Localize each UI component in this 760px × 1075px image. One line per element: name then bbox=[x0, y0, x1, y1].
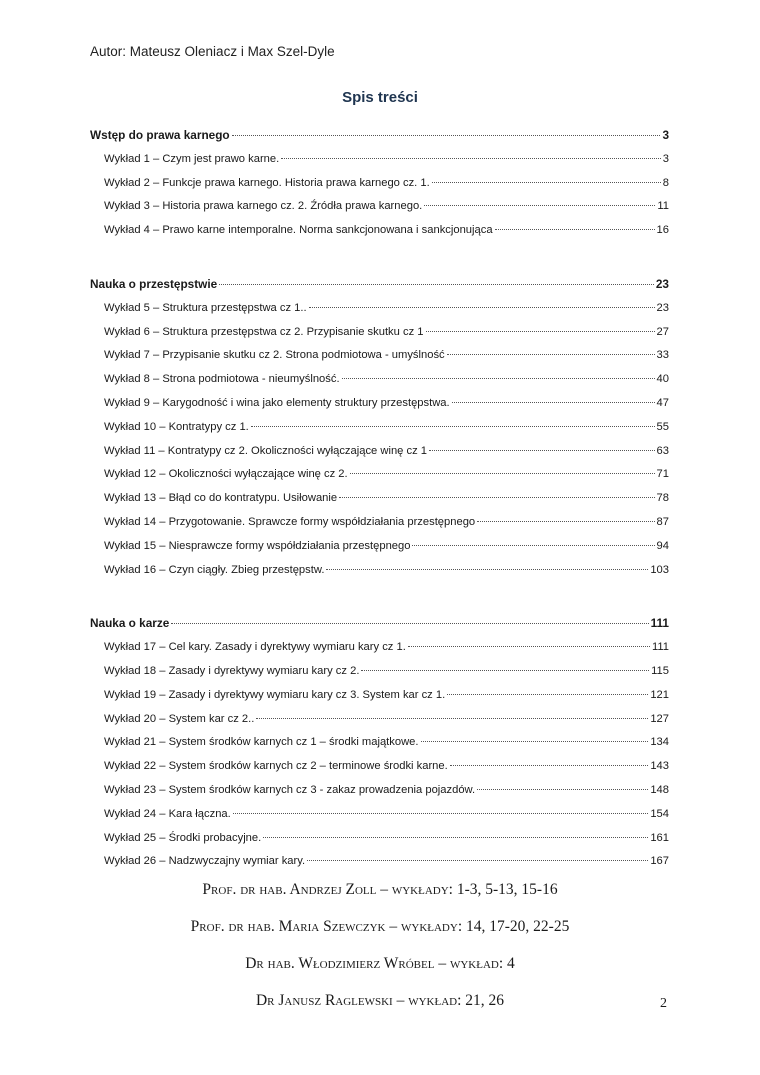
toc-lecture-entry-page: 115 bbox=[651, 664, 669, 677]
dot-leader bbox=[219, 284, 654, 285]
toc-lecture-entry[interactable] bbox=[90, 344, 669, 368]
toc-lecture-entry-label: Wykład 16 – Czyn ciągły. Zbieg przestępstw. bbox=[104, 563, 325, 576]
toc-lecture-entry[interactable] bbox=[90, 148, 669, 172]
toc-lecture-entry-label: Wykład 22 – System środków karnych cz 2 – terminowe środki karne. bbox=[104, 760, 448, 773]
toc-lecture-entry-label: Wykład 23 – System środków karnych cz 3 - zakaz prowadzenia pojazdów. bbox=[104, 783, 476, 796]
dot-leader bbox=[477, 521, 654, 522]
toc-lecture-entry[interactable] bbox=[90, 297, 669, 321]
toc-section-heading-page: 111 bbox=[650, 616, 669, 631]
toc-lecture-entry-label: Wykład 3 – Historia prawa karnego cz. 2. Źródła prawa karnego. bbox=[104, 200, 423, 213]
toc-lecture-entry[interactable] bbox=[90, 708, 669, 732]
toc-lecture-entry-page: 127 bbox=[650, 712, 669, 725]
toc-section-heading-label: Nauka o przestępstwie bbox=[90, 276, 218, 291]
toc-lecture-entry-page: 121 bbox=[650, 688, 669, 701]
dot-leader bbox=[447, 694, 648, 695]
dot-leader bbox=[263, 837, 648, 838]
toc-lecture-entry-page: 111 bbox=[651, 641, 669, 654]
toc-lecture-entry[interactable] bbox=[90, 321, 669, 345]
dot-leader bbox=[477, 789, 648, 790]
dot-leader bbox=[326, 569, 648, 570]
toc-lecture-entry-page: 55 bbox=[656, 420, 669, 433]
toc-section bbox=[90, 124, 669, 243]
toc-section-heading[interactable] bbox=[90, 612, 669, 636]
toc-lecture-entry[interactable] bbox=[90, 755, 669, 779]
toc-lecture-entry-label: Wykład 5 – Struktura przestępstwa cz 1.. bbox=[104, 301, 307, 314]
toc-lecture-entry-page: 16 bbox=[656, 224, 669, 237]
toc-lecture-entry-label: Wykład 12 – Okoliczności wyłączające winę cz 2. bbox=[104, 468, 348, 481]
table-of-contents bbox=[90, 124, 669, 904]
toc-lecture-entry-page: 161 bbox=[650, 831, 669, 844]
toc-lecture-entry[interactable] bbox=[90, 803, 669, 827]
toc-section-heading[interactable] bbox=[90, 124, 669, 148]
toc-lecture-entry[interactable] bbox=[90, 636, 669, 660]
document-author: Autor: Mateusz Oleniacz i Max Szel-Dyle bbox=[90, 44, 335, 59]
toc-lecture-entry-label: Wykład 18 – Zasady i dyrektywy wymiaru kary cz 2. bbox=[104, 664, 360, 677]
toc-title: Spis treści bbox=[342, 89, 418, 106]
dot-leader bbox=[361, 670, 649, 671]
toc-lecture-entry-page: 167 bbox=[650, 855, 669, 868]
toc-lecture-entry-page: 11 bbox=[657, 200, 669, 213]
dot-leader bbox=[350, 473, 655, 474]
toc-lecture-entry-label: Wykład 25 – Środki probacyjne. bbox=[104, 831, 262, 844]
dot-leader bbox=[447, 354, 655, 355]
lecturer-credit: Dr Janusz Raglewski – wykład: 21, 26 bbox=[255, 992, 505, 1009]
toc-lecture-entry-page: 23 bbox=[656, 301, 669, 314]
toc-lecture-entry[interactable] bbox=[90, 172, 669, 196]
dot-leader bbox=[281, 158, 661, 159]
toc-lecture-entry[interactable] bbox=[90, 731, 669, 755]
toc-lecture-entry-label: Wykład 15 – Niesprawcze formy współdziałania przestępnego bbox=[104, 539, 411, 552]
toc-lecture-entry-label: Wykład 4 – Prawo karne intemporalne. Norma sankcjonowana i sankcjonująca bbox=[104, 224, 493, 237]
lecturer-credit: Dr hab. Włodzimierz Wróbel – wykład: 4 bbox=[245, 955, 515, 972]
toc-lecture-entry[interactable] bbox=[90, 440, 669, 464]
toc-lecture-entry-label: Wykład 13 – Błąd co do kontratypu. Usiłowanie bbox=[104, 492, 338, 505]
dot-leader bbox=[495, 229, 655, 230]
page-number: 2 bbox=[660, 996, 667, 1011]
toc-lecture-entry-page: 134 bbox=[650, 736, 669, 749]
toc-lecture-entry-label: Wykład 19 – Zasady i dyrektywy wymiaru kary cz 3. System kar cz 1. bbox=[104, 688, 446, 701]
dot-leader bbox=[233, 813, 649, 814]
toc-lecture-entry-page: 8 bbox=[662, 176, 669, 189]
lecturer-credit: Prof. dr hab. Andrzej Zoll – wykłady: 1-3, 5-13, 15-16 bbox=[202, 881, 558, 898]
toc-lecture-entry-page: 94 bbox=[656, 539, 669, 552]
dot-leader bbox=[232, 135, 661, 136]
dot-leader bbox=[339, 497, 654, 498]
dot-leader bbox=[450, 765, 649, 766]
toc-lecture-entry[interactable] bbox=[90, 219, 669, 243]
toc-section-heading-label: Nauka o karze bbox=[90, 616, 170, 631]
toc-lecture-entry-page: 27 bbox=[656, 325, 669, 338]
toc-lecture-entry-page: 78 bbox=[656, 492, 669, 505]
toc-lecture-entry-page: 154 bbox=[650, 807, 669, 820]
toc-lecture-entry[interactable] bbox=[90, 535, 669, 559]
toc-lecture-entry[interactable] bbox=[90, 511, 669, 535]
toc-lecture-entry-label: Wykład 6 – Struktura przestępstwa cz 2. Przypisanie skutku cz 1 bbox=[104, 325, 424, 338]
toc-lecture-entry[interactable] bbox=[90, 195, 669, 219]
toc-lecture-entry[interactable] bbox=[90, 463, 669, 487]
toc-section-heading[interactable] bbox=[90, 273, 669, 297]
toc-lecture-entry-page: 63 bbox=[656, 444, 669, 457]
dot-leader bbox=[251, 426, 655, 427]
toc-lecture-entry[interactable] bbox=[90, 684, 669, 708]
toc-lecture-entry-label: Wykład 9 – Karygodność i wina jako elementy struktury przestępstwa. bbox=[104, 396, 450, 409]
toc-lecture-entry[interactable] bbox=[90, 660, 669, 684]
toc-lecture-entry[interactable] bbox=[90, 559, 669, 583]
toc-lecture-entry[interactable] bbox=[90, 850, 669, 874]
toc-lecture-entry-page: 71 bbox=[656, 468, 669, 481]
toc-lecture-entry-label: Wykład 24 – Kara łączna. bbox=[104, 807, 231, 820]
toc-lecture-entry[interactable] bbox=[90, 487, 669, 511]
toc-section-heading-label: Wstęp do prawa karnego bbox=[90, 128, 230, 142]
toc-lecture-entry-label: Wykład 20 – System kar cz 2.. bbox=[104, 712, 255, 725]
toc-lecture-entry-label: Wykład 21 – System środków karnych cz 1 – środki majątkowe. bbox=[104, 736, 419, 749]
toc-lecture-entry[interactable] bbox=[90, 416, 669, 440]
toc-lecture-entry-label: Wykład 8 – Strona podmiotowa - nieumyślność. bbox=[104, 373, 340, 386]
toc-lecture-entry-page: 40 bbox=[656, 373, 669, 386]
toc-section-heading-page: 23 bbox=[655, 276, 669, 291]
toc-lecture-entry-label: Wykład 11 – Kontratypy cz 2. Okoliczności wyłączające winę cz 1 bbox=[104, 444, 428, 457]
dot-leader bbox=[432, 182, 661, 183]
toc-lecture-entry-page: 47 bbox=[656, 396, 669, 409]
toc-lecture-entry-label: Wykład 2 – Funkcje prawa karnego. Historia prawa karnego cz. 1. bbox=[104, 176, 430, 189]
toc-lecture-entry-page: 33 bbox=[656, 349, 669, 362]
dot-leader bbox=[452, 402, 655, 403]
lecturer-credit: Prof. dr hab. Maria Szewczyk – wykłady: 14, 17-20, 22-25 bbox=[190, 918, 570, 935]
toc-lecture-entry-page: 143 bbox=[650, 760, 669, 773]
lecturer-credits bbox=[0, 878, 760, 1026]
toc-lecture-entry[interactable] bbox=[90, 827, 669, 851]
toc-section-heading-page: 3 bbox=[662, 128, 669, 142]
dot-leader bbox=[256, 718, 648, 719]
dot-leader bbox=[429, 450, 655, 451]
dot-leader bbox=[421, 741, 649, 742]
dot-leader bbox=[424, 205, 655, 206]
dot-leader bbox=[309, 307, 655, 308]
toc-lecture-entry-page: 148 bbox=[650, 783, 669, 796]
toc-section bbox=[90, 612, 669, 874]
toc-lecture-entry[interactable] bbox=[90, 779, 669, 803]
toc-lecture-entry-page: 87 bbox=[656, 515, 669, 528]
dot-leader bbox=[426, 331, 655, 332]
toc-lecture-entry-label: Wykład 1 – Czym jest prawo karne. bbox=[104, 152, 280, 165]
toc-lecture-entry-label: Wykład 14 – Przygotowanie. Sprawcze formy współdziałania przestępnego bbox=[104, 515, 476, 528]
toc-lecture-entry-label: Wykład 7 – Przypisanie skutku cz 2. Strona podmiotowa - umyślność bbox=[104, 349, 445, 362]
dot-leader bbox=[412, 545, 654, 546]
toc-lecture-entry[interactable] bbox=[90, 368, 669, 392]
toc-lecture-entry-label: Wykład 26 – Nadzwyczajny wymiar kary. bbox=[104, 855, 306, 868]
toc-lecture-entry-label: Wykład 17 – Cel kary. Zasady i dyrektywy wymiaru kary cz 1. bbox=[104, 641, 406, 654]
toc-lecture-entry-label: Wykład 10 – Kontratypy cz 1. bbox=[104, 420, 249, 433]
dot-leader bbox=[342, 378, 655, 379]
toc-lecture-entry[interactable] bbox=[90, 392, 669, 416]
dot-leader bbox=[408, 646, 650, 647]
toc-lecture-entry-page: 103 bbox=[650, 563, 669, 576]
dot-leader bbox=[307, 860, 648, 861]
dot-leader bbox=[171, 623, 648, 624]
toc-lecture-entry-page: 3 bbox=[662, 152, 669, 165]
toc-section bbox=[90, 273, 669, 582]
